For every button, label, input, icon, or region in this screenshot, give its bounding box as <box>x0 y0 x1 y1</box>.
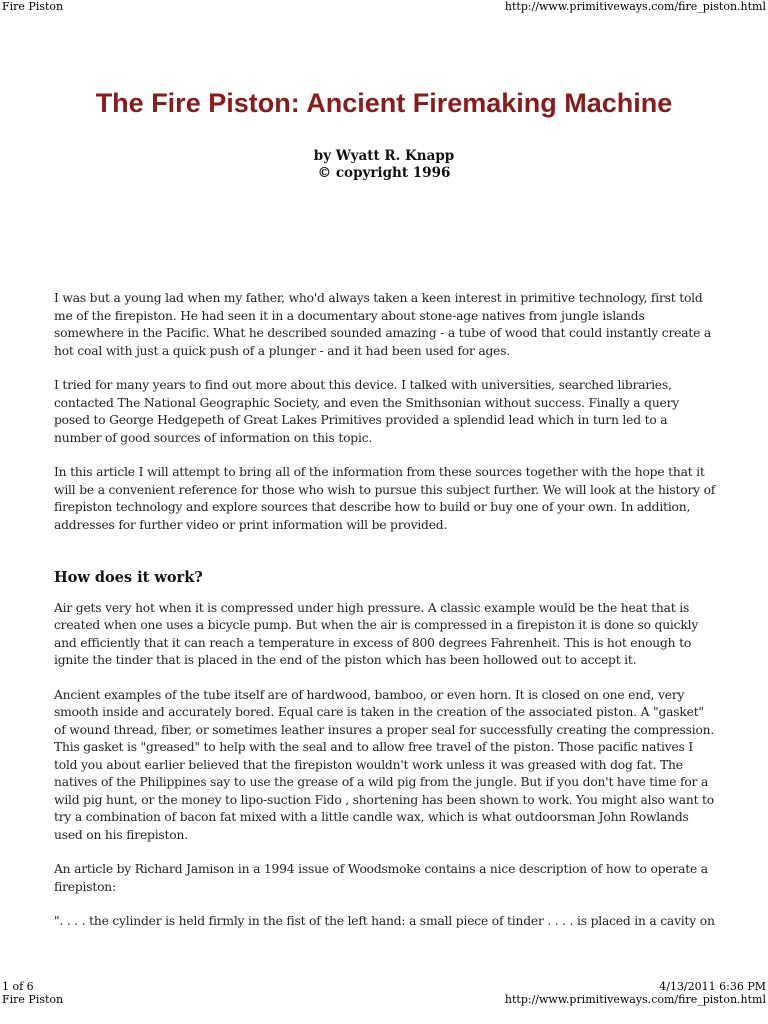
paragraph: An article by Richard Jamison in a 1994 issue of Woodsmoke contains a nice description of how to operate a firepiston: <box>54 862 708 894</box>
footer-page-title: Fire Piston <box>2 993 64 1006</box>
byline-block <box>0 148 768 182</box>
copyright-notice: © copyright 1996 <box>317 165 451 181</box>
print-datetime: 4/13/2011 6:36 PM <box>659 980 766 993</box>
paragraph: Ancient examples of the tube itself are of hardwood, bamboo, or even horn. It is closed on one end, very smooth inside and accurately bored. Equal care is taken in the creation of the associated piston. A "gasket" of wound thread, fiber, or sometimes leather insures a proper seal for successfully creating the compression. This gasket is "greased" to help with the seal and to allow free travel of the piston. Those pacific natives I told you about earlier believed that the firepiston wouldn't work unless it was greased with dog fat. The natives of the Philippines say to use the grease of a wild pig from the jungle. But if you don't have time for a wild pig hunt, or the money to lipo-suction Fido , shortening has been shown to work. You might also want to try a combination of bacon fat mixed with a little candle wax, which is what outdoorsman John Rowlands used on his firepiston. <box>54 687 715 842</box>
section-heading: How does it work? <box>54 569 203 586</box>
quote-paragraph: ". . . . the cylinder is held firmly in the fist of the left hand: a small piece of tinder . . . . is placed in a cavity on <box>54 914 715 928</box>
paragraph: I was but a young lad when my father, who'd always taken a keen interest in primitive technology, first told me of the firepiston. He had seen it in a documentary about stone-age natives from jungle islands somewhere in the Pacific. What he described sounded amazing - a tube of wood that could instantly create a hot coal with just a quick push of a plunger - and it had been used for ages. <box>54 291 712 358</box>
footer-url: http://www.primitiveways.com/fire_piston.html <box>504 993 766 1006</box>
paragraph: Air gets very hot when it is compressed under high pressure. A classic example would be the heat that is created when one uses a bicycle pump. But when the air is compressed in a firepiston it is done so quickly and efficiently that it can reach a temperature in excess of 800 degrees Fahrenheit. This is hot enough to ignite the tinder that is placed in the end of the piston which has been hollowed out to accept it. <box>54 600 699 667</box>
article-body <box>54 290 716 931</box>
author-byline: by Wyatt R. Knapp <box>313 148 455 164</box>
article-title: The Fire Piston: Ancient Firemaking Machine <box>95 88 673 118</box>
page-counter: 1 of 6 <box>2 980 34 993</box>
header-url: http://www.primitiveways.com/fire_piston.html <box>504 0 766 13</box>
paragraph: I tried for many years to find out more about this device. I talked with universities, searched libraries, contacted The National Geographic Society, and even the Smithsonian without success. Finally a query posed to George Hedgepeth of Great Lakes Primitives provided a splendid lead which in turn led to a number of good sources of information on this topic. <box>54 378 680 445</box>
header-page-title: Fire Piston <box>2 0 64 13</box>
paragraph: In this article I will attempt to bring all of the information from these sources together with the hope that it will be a convenient reference for those who wish to pursue this subject further. We will look at the history of firepiston technology and explore sources that describe how to build or buy one of your own. In addition, addresses for further video or print information will be provided. <box>54 465 716 532</box>
